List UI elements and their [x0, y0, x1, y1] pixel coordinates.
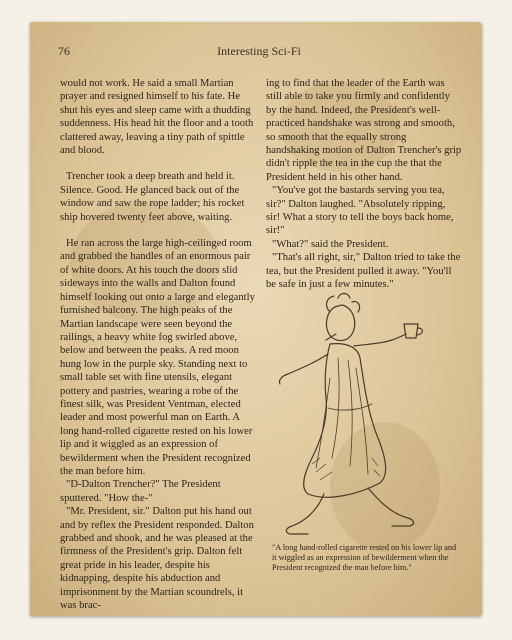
- running-title: Interesting Sci-Fi: [217, 44, 301, 58]
- left-arm: [279, 354, 328, 384]
- paragraph: "What?" said the President.: [272, 238, 389, 250]
- robe: [304, 344, 386, 498]
- running-man-sketch: [268, 288, 458, 540]
- right-arm: [354, 334, 406, 346]
- page-number: 76: [58, 44, 70, 58]
- robe-belt: [328, 404, 372, 410]
- paragraph: He ran across the large high-ceilinged room and grabbed the handles of an enormous pair of white doors. At his touch the doors slid sideways into the walls and Dalton found himself looking out onto a large and elegantly furnished balcony. The high peaks of the Martian landscape were seen beyond the railings, a heavy white fog swirled above, below and between the peaks. A red moon hung low in the purple sky. Standing next to small table set with fine utensils, elegant pottery and pastries, wearing a robe of the finest silk, was President Ventman, elected leader and most powerful man on Earth. A long hand-rolled cigarette rested on his lower lip and it wiggled as an expression of bewilderment when the President recognized the man before him.: [60, 238, 255, 477]
- right-leg: [368, 488, 414, 526]
- robe-folds: [316, 358, 368, 474]
- paragraph: Trencher took a deep breath and held it. Silence. Good. He glanced back out of the window and saw the rope ladder; his rocket ship hovered twenty feet above, waiting.: [60, 171, 245, 223]
- shading-hatch: [312, 458, 380, 480]
- paragraph: "Mr. President, sir." Dalton put his hand out and by reflex the President responded. Dalton grabbed and shook, and he was pleased at the firmness of the President's grip. Dalton felt great pride in his leader, despite his kidnapping, despite his abduction and imprisonment by the Martian scoundrels, it was brac-: [60, 506, 254, 612]
- paragraph: "That's all right, sir," Dalton tried to take the tea, but the President pulled it away. "You'll be safe in just a few minutes.": [266, 252, 461, 291]
- paragraph: "You've got the bastards serving you tea, sir?" Dalton laughed. "Absolutely ripping, sir! What a story to tell the boys back home, sir!": [266, 185, 454, 237]
- left-leg: [286, 494, 324, 534]
- paragraph: ing to find that the leader of the Earth was still able to take you firmly and confidently by the hand. Indeed, the President's well-practiced handshake was strong and smooth, so smooth that the equally strong handshaking motion of Dalton Trencher's grip didn't ripple the tea in the cup the that the President held in his other hand.: [266, 78, 462, 183]
- figure-caption: "A long hand-rolled cigarette rested on his lower lip and it wiggled as an expression of bewilderment when the President recognized the man before him.": [272, 543, 457, 573]
- left-text-column: [60, 77, 258, 612]
- illustration-running-man: [268, 288, 458, 540]
- paragraph: would not work. He said a small Martian prayer and resigned himself to his fate. He shut his eyes and sleep came with a thudding suddenness. His head hit the floor and a tooth clattered away, leaving a tiny path of spittle and blood.: [60, 78, 254, 157]
- head-outline: [326, 305, 354, 341]
- paragraph: "D-Dalton Trencher?" The President sputtered. "How the-": [60, 479, 221, 504]
- teacup: [404, 324, 418, 338]
- right-text-column: [266, 77, 462, 292]
